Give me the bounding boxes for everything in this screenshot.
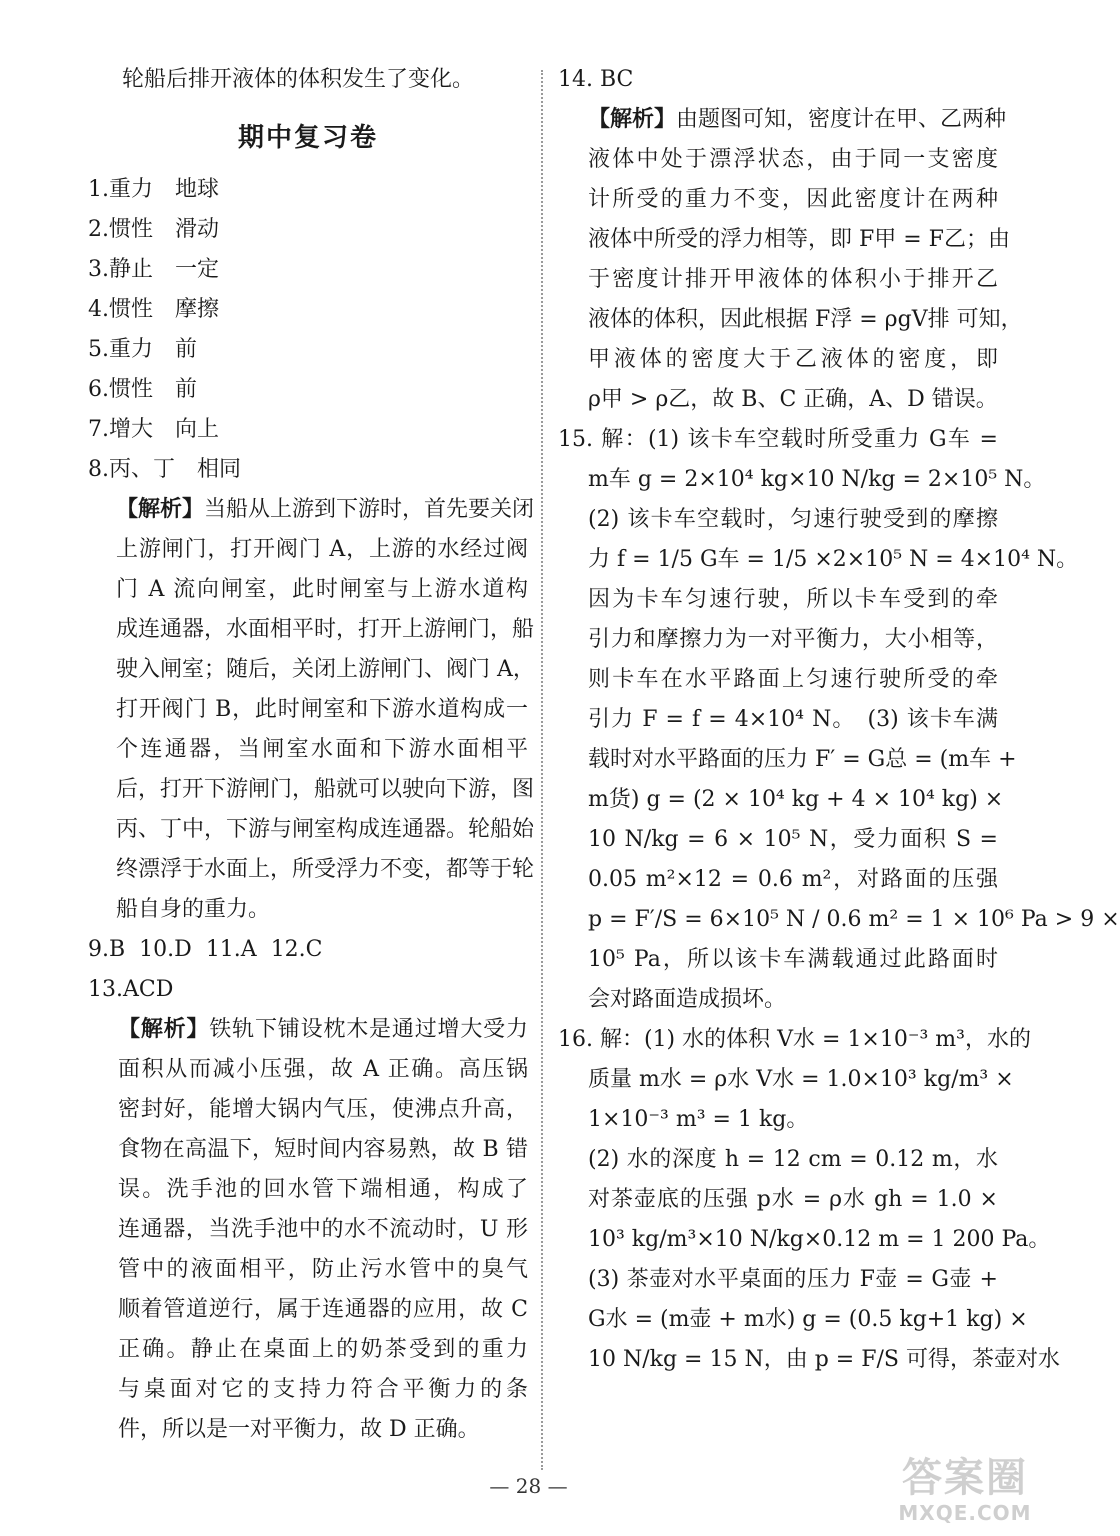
- list-item: 5.重力 前: [88, 337, 198, 362]
- column-divider: [541, 70, 543, 1470]
- q16-solution: 16. 解：(1) 水的体积 V水 = 1×10⁻³ m³，水的 质量 m水 = ρ水 V水 = 1.0×10³ kg/m³ × 1×10⁻³ m³ = 1 kg。 (2) 水的深度 h = 12 cm = 0.12 m，水 对茶壶底的压强 p水 = ρ水 gh = 1.0 × 10³ kg/m³×10 N/kg×0.12 m = 1 200 Pa。 (3) 茶壶对水平桌面的压力 F壶 = G壶 + G水 = (m壶 + m水) g = (0.5 kg+1 kg) × 10 N/kg = 15 N，由 p = F/S 可得，茶壶对水: [558, 1027, 1060, 1372]
- list-item: 6.惯性 前: [88, 377, 198, 402]
- list-item: 3.静止 一定: [88, 257, 220, 282]
- list-item: 1.重力 地球: [88, 177, 220, 202]
- q13-answer: 13.ACD: [88, 977, 174, 1002]
- q13-explanation: 【解析】铁轨下铺设枕木是通过增大受力 面积从而减小压强，故 A 正确。高压锅 密封好，能增大锅内气压，使沸点升高， 食物在高温下，短时间内容易熟，故 B 错 误。洗手池的回水管下端相通，构成了 连通器，当洗手池中的水不流动时，U 形 管中的液面相平，防止污水管中的臭气 顺着管道逆行，属于连通器的应用，故 C 正确。静止在桌面上的奶茶受到的重力 与桌面对它的支持力符合平衡力的条 件，所以是一对平衡力，故 D 正确。: [118, 1017, 528, 1442]
- analysis-tag: 【解析】: [116, 497, 205, 522]
- page-number: — 28 —: [489, 1474, 568, 1498]
- q8-explanation: 【解析】当船从上游到下游时，首先要关闭 上游闸门，打开阀门 A，上游的水经过阀 门 A 流向闸室，此时闸室与上游水道构 成连通器，水面相平时，打开上游闸门，船 驶入闸室；随后，关闭上游闸门、阀门 A， 打开阀门 B，此时闸室和下游水道构成一 个连通器，当闸室水面和下游水面相平 后，打开下游闸门，船就可以驶向下游，图 丙、丁中，下游与闸室构成连通器。轮船始 终漂浮于水面上，所受浮力不变，都等于轮 船自身的重力。: [116, 497, 535, 922]
- page-title: 期中复习卷: [237, 123, 378, 153]
- q15-solution: 15. 解：(1) 该卡车空载时所受重力 G车 = m车 g = 2×10⁴ kg×10 N/kg = 2×10⁵ N。 (2) 该卡车空载时，匀速行驶受到的摩擦 力 f = 1/5 G车 = 1/5 ×2×10⁵ N = 4×10⁴ N。 因为卡车匀速行驶，所以卡车受到的牵 引力和摩擦力为一对平衡力，大小相等， 则卡车在水平路面上匀速行驶所受的牵 引力 F = f = 4×10⁴ N。 (3) 该卡车满 载时对水平路面的压力 F′ = G总 = (m车 + m货) g = (2 × 10⁴ kg + 4 × 10⁴ kg) × 10 N/kg = 6 × 10⁵ N，受力面积 S = 0.05 m²×12 = 0.6 m²，对路面的压强 p = F′/S = 6×10⁵ N / 0.6 m² = 1 × 10⁶ Pa > 9 × 10⁵ Pa，所以该卡车满载通过此路面时 会对路面造成损坏。: [558, 427, 1120, 1012]
- analysis-tag: 【解析】: [118, 1017, 210, 1042]
- list-item: 2.惯性 滑动: [88, 217, 220, 242]
- intro-line: 轮船后排开液体的体积发生了变化。: [122, 67, 475, 92]
- left-column: [88, 60, 535, 1450]
- list-item: 8.丙、丁 相同: [88, 457, 242, 482]
- right-column: [558, 60, 1120, 1380]
- watermark-logo: 答案圈 MXQE.COM: [898, 1455, 1032, 1525]
- q14-explanation: 【解析】由题图可知，密度计在甲、乙两种 液体中处于漂浮状态，由于同一支密度 计所受的重力不变，因此密度计在两种 液体中所受的浮力相等，即 F甲 = F乙；由 于密度计排开甲液体的体积小于排开乙 液体的体积，因此根据 F浮 = ρgV排 可知， 甲液体的密度大于乙液体的密度，即 ρ甲 > ρ乙，故 B、C 正确，A、D 错误。: [588, 107, 1023, 412]
- list-item: 7.增大 向上: [88, 417, 220, 442]
- analysis-tag: 【解析】: [588, 107, 677, 132]
- q14-answer: 14. BC: [558, 67, 634, 92]
- mc-answers: 9.B 10.D 11.A 12.C: [88, 937, 323, 962]
- list-item: 4.惯性 摩擦: [88, 297, 220, 322]
- short-answer-list: [88, 170, 528, 490]
